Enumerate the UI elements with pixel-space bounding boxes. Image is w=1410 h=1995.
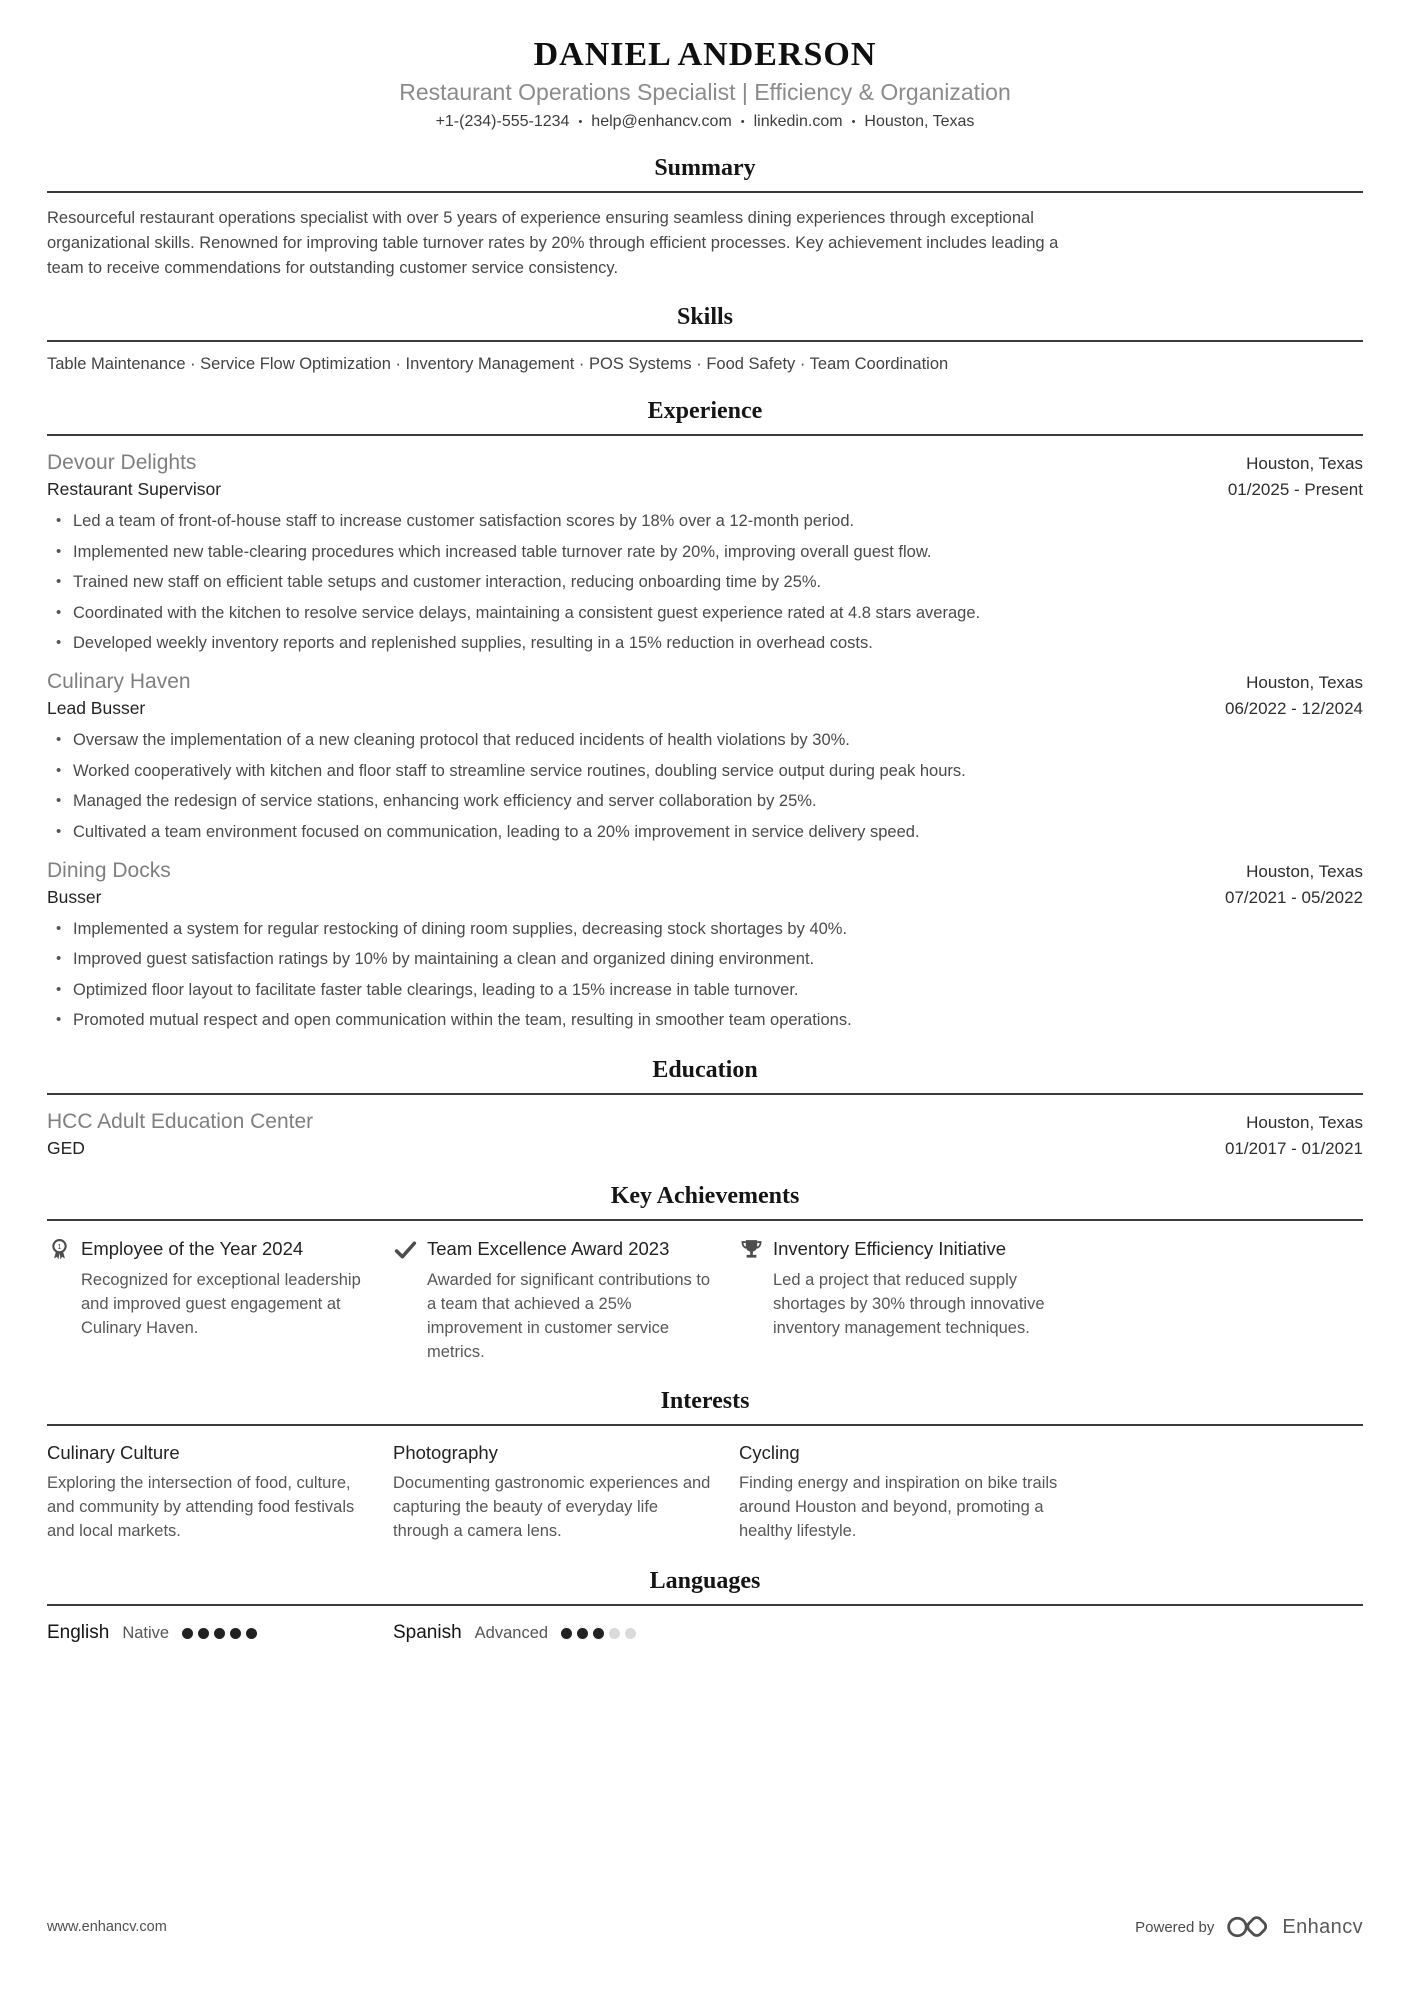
trophy-icon <box>739 1237 764 1262</box>
language-level: Native <box>122 1623 170 1642</box>
linkedin-link: linkedin.com <box>753 113 843 130</box>
interest-description: Documenting gastronomic experiences and capturing the beauty of everyday life through a camera lens. <box>393 1474 711 1541</box>
footer-site-url: www.enhancv.com <box>47 1919 167 1935</box>
enhancv-brand-name: Enhancv <box>1282 1915 1363 1938</box>
job-bullet: • Coordinated with the kitchen to resolve service delays, maintaining a consistent guest experience rated at 4.8 stars average. <box>56 602 1363 625</box>
achievement-item <box>739 1237 1069 1365</box>
candidate-title: Restaurant Operations Specialist | Efficiency & Organization <box>399 79 1011 105</box>
job-dates: 07/2021 - 05/2022 <box>1224 888 1363 908</box>
job-bullet: • Cultivated a team environment focused on communication, leading to a 20% improvement in service delivery speed. <box>56 821 1363 844</box>
summary-text: Resourceful restaurant operations specialist with over 5 years of experience ensuring seamless dining experiences through exceptional organizational skills. Renowned for improving table turnover rates by 20% through efficient processes. Key achievement includes leading a team to receive commendations for outstanding customer service consistency. <box>47 209 1059 277</box>
job-title: Busser <box>47 887 102 908</box>
language-level: Advanced <box>474 1623 549 1642</box>
job-bullet: • Led a team of front-of-house staff to increase customer satisfaction scores by 18% over a 12-month period. <box>56 510 1363 533</box>
job-bullet: • Implemented a system for regular restocking of dining room supplies, decreasing stock shortages by 40%. <box>56 918 1363 941</box>
achievements-heading: Key Achievements <box>47 1183 1363 1221</box>
company-name: Culinary Haven <box>47 670 191 694</box>
interest-title: Culinary Culture <box>47 1442 180 1464</box>
contact-separator: • <box>851 116 856 128</box>
languages-heading: Languages <box>47 1568 1363 1606</box>
job-bullet: • Implemented new table-clearing procedures which increased table turnover rate by 20%, improving overall guest flow. <box>56 541 1363 564</box>
medal-icon <box>47 1237 72 1262</box>
job-bullet: • Worked cooperatively with kitchen and floor staff to streamline service routines, doubling service output during peak hours. <box>56 760 1363 783</box>
interest-title: Cycling <box>739 1442 800 1464</box>
contact-separator: • <box>740 116 745 128</box>
language-item <box>47 1622 377 1644</box>
skills-section <box>47 304 1363 374</box>
candidate-name: DANIEL ANDERSON <box>533 36 877 73</box>
job-location: Houston, Texas <box>1246 454 1363 474</box>
powered-by-label: Powered by <box>1135 1918 1215 1936</box>
job-bullet: • Oversaw the implementation of a new cleaning protocol that reduced incidents of health violations by 30%. <box>56 729 1363 752</box>
education-entry <box>47 1110 1363 1159</box>
contact-line <box>47 113 1363 131</box>
proficiency-dot <box>246 1628 257 1639</box>
job-bullets <box>47 918 1363 1033</box>
experience-heading: Experience <box>47 398 1363 436</box>
job-bullet: • Managed the redesign of service stations, enhancing work efficiency and server collaboration by 25%. <box>56 790 1363 813</box>
check-icon <box>393 1237 418 1262</box>
job-entry <box>47 859 1363 1033</box>
svg-text:1: 1 <box>57 1241 62 1251</box>
proficiency-dot <box>577 1628 588 1639</box>
job-bullet: • Improved guest satisfaction ratings by 10% by maintaining a clean and organized dining environment. <box>56 948 1363 971</box>
job-bullet: • Optimized floor layout to facilitate faster table clearings, leading to a 15% increase in table turnover. <box>56 979 1363 1002</box>
job-bullet: • Promoted mutual respect and open communication within the team, resulting in smoother team operations. <box>56 1009 1363 1032</box>
job-dates: 01/2025 - Present <box>1227 480 1363 500</box>
school-location: Houston, Texas <box>1246 1112 1363 1132</box>
job-bullet: • Developed weekly inventory reports and replenished supplies, resulting in a 15% reduction in overhead costs. <box>56 632 1363 655</box>
achievement-title: Inventory Efficiency Initiative <box>773 1238 1007 1260</box>
interest-item <box>47 1442 377 1544</box>
job-bullets <box>47 729 1363 844</box>
languages-section <box>47 1568 1363 1644</box>
proficiency-dot <box>230 1628 241 1639</box>
interest-description: Exploring the intersection of food, culture, and community by attending food festivals and local markets. <box>47 1474 355 1541</box>
company-name: Devour Delights <box>47 451 197 475</box>
interest-item <box>739 1442 1069 1544</box>
skills-heading: Skills <box>47 304 1363 342</box>
interest-title: Photography <box>393 1442 498 1464</box>
job-entry <box>47 670 1363 844</box>
achievement-description: Awarded for significant contributions to a team that achieved a 25% improvement in customer service metrics. <box>427 1270 711 1361</box>
header <box>47 36 1363 131</box>
experience-section <box>47 398 1363 1032</box>
contact-separator: • <box>578 116 583 128</box>
achievement-description: Led a project that reduced supply shortages by 30% through innovative inventory management techniques. <box>773 1270 1045 1337</box>
achievement-description: Recognized for exceptional leadership and improved guest engagement at Culinary Haven. <box>81 1270 361 1337</box>
school-name: HCC Adult Education Center <box>47 1109 314 1133</box>
proficiency-dot <box>609 1628 620 1639</box>
proficiency-dot <box>625 1628 636 1639</box>
proficiency-dot <box>198 1628 209 1639</box>
proficiency-dot <box>593 1628 604 1639</box>
proficiency-dot <box>182 1628 193 1639</box>
company-name: Dining Docks <box>47 859 171 883</box>
education-heading: Education <box>47 1057 1363 1095</box>
powered-by <box>1135 1911 1363 1943</box>
job-bullet: • Trained new staff on efficient table setups and customer interaction, reducing onboarding time by 25%. <box>56 571 1363 594</box>
language-proficiency-dots <box>182 1628 257 1639</box>
summary-section <box>47 155 1363 280</box>
language-item <box>393 1622 723 1644</box>
interest-item <box>393 1442 723 1544</box>
interests-section <box>47 1388 1363 1544</box>
education-section <box>47 1057 1363 1159</box>
achievement-title: Employee of the Year 2024 <box>81 1238 304 1260</box>
interest-description: Finding energy and inspiration on bike trails around Houston and beyond, promoting a healthy lifestyle. <box>739 1474 1058 1541</box>
job-location: Houston, Texas <box>1246 862 1363 882</box>
job-title: Restaurant Supervisor <box>47 479 222 500</box>
email-address: help@enhancv.com <box>591 113 732 130</box>
enhancv-logo-icon <box>1225 1911 1271 1943</box>
achievement-item <box>393 1237 723 1365</box>
proficiency-dot <box>214 1628 225 1639</box>
summary-heading: Summary <box>47 155 1363 193</box>
job-entry <box>47 451 1363 655</box>
language-proficiency-dots <box>561 1628 636 1639</box>
language-name: Spanish <box>393 1622 462 1644</box>
education-dates: 01/2017 - 01/2021 <box>1224 1138 1363 1158</box>
proficiency-dot <box>561 1628 572 1639</box>
phone-number: +1-(234)-555-1234 <box>435 113 570 130</box>
achievement-item <box>47 1237 377 1365</box>
job-bullets <box>47 510 1363 655</box>
degree-name: GED <box>47 1137 85 1158</box>
achievements-section <box>47 1183 1363 1365</box>
page-footer <box>47 1911 1363 1943</box>
job-dates: 06/2022 - 12/2024 <box>1224 699 1363 719</box>
skills-list: Table Maintenance · Service Flow Optimization · Inventory Management · POS Systems · Food Safety · Team Coordination <box>47 355 949 374</box>
achievement-title: Team Excellence Award 2023 <box>427 1238 670 1260</box>
language-name: English <box>47 1622 110 1644</box>
job-location: Houston, Texas <box>1246 673 1363 693</box>
job-title: Lead Busser <box>47 698 146 719</box>
interests-heading: Interests <box>47 1388 1363 1426</box>
location-text: Houston, Texas <box>864 113 975 130</box>
